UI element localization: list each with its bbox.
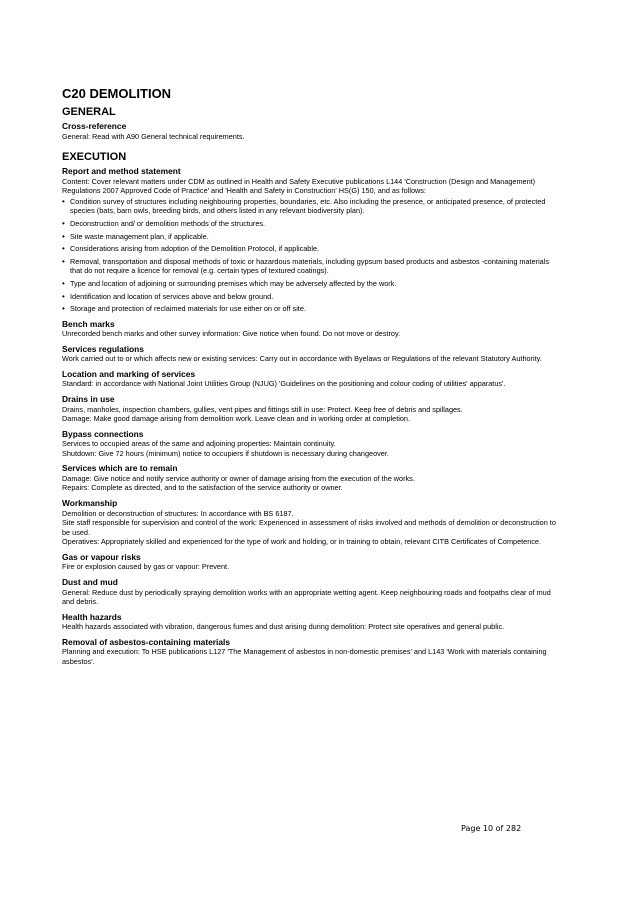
bullet-icon: •	[62, 231, 65, 241]
list-item	[62, 219, 562, 229]
bullet-icon: •	[62, 244, 65, 254]
list-item-text: Removal, transportation and disposal methods of toxic or hazardous materials, including gypsum based products and asbestos -containing materials that do not require a licence for removal (e.g. certain types of textured coatings).	[70, 256, 550, 276]
section-heading: Health hazards	[62, 611, 122, 622]
section-text: Shutdown: Give 72 hours (minimum) notice to occupiers if shutdown is necessary during changeover.	[62, 448, 389, 458]
list-item-text: Site waste management plan, if applicable.	[70, 231, 209, 241]
section-text: Repairs: Complete as directed, and to the satisfaction of the service authority or owner.	[62, 483, 343, 493]
list-item	[62, 244, 562, 254]
section-heading: Services regulations	[62, 343, 144, 354]
page-title: C20 DEMOLITION	[62, 86, 172, 101]
section-heading: Dust and mud	[62, 577, 118, 588]
list-item	[62, 279, 562, 289]
bullet-icon: •	[62, 304, 65, 314]
section-text: Fire or explosion caused by gas or vapour: Prevent.	[62, 562, 230, 572]
section-text: Site staff responsible for supervision and control of the work: Experienced in assessment of risks involved and methods of demolition or deconstruction to be used.	[62, 518, 556, 537]
section-text: Services to occupied areas of the same and adjoining properties: Maintain continuity.	[62, 439, 336, 449]
list-item	[62, 304, 562, 314]
execution-heading: EXECUTION	[62, 151, 127, 164]
bullet-icon: •	[62, 278, 65, 288]
report-intro: Content: Cover relevant matters under CDM as outlined in Health and Safety Executive publications L144 'Construction (Design and Management) Regulations 2007 Approved Code of Practice' and 'Health and Safety in Construction' HS(G) 150, and as follows:	[62, 176, 536, 196]
cross-reference-text: General: Read with A90 General technical requirements.	[62, 131, 245, 141]
section-text: Health hazards associated with vibration, dangerous fumes and dust arising during demolition: Protect site operatives and general public.	[62, 622, 505, 632]
section-heading: Gas or vapour risks	[62, 551, 141, 562]
report-bullet-list	[62, 197, 562, 314]
section-text: Work carried out to or which affects new or existing services: Carry out in accordance with Byelaws or Regulations of the relevant Statutory Authority.	[62, 354, 542, 364]
bullet-icon: •	[62, 196, 65, 206]
section-heading: Bench marks	[62, 318, 115, 329]
report-heading: Report and method statement	[62, 166, 181, 177]
bullet-icon: •	[62, 256, 65, 266]
list-item	[62, 197, 562, 216]
section-text: Operatives: Appropriately skilled and experienced for the type of work and holding, or in training to obtain, relevant CITB Certificates of Competence.	[62, 537, 542, 547]
section-text: Standard: in accordance with National Joint Utilities Group (NJUG) 'Guidelines on the positioning and colour coding of utilities' apparatus'.	[62, 379, 506, 389]
section-heading: Removal of asbestos-containing materials	[62, 636, 231, 647]
list-item-text: Storage and protection of reclaimed materials for use either on or off site.	[70, 304, 306, 314]
list-item-text: Considerations arising from adoption of the Demolition Protocol, if applicable.	[70, 244, 320, 254]
section-heading: Services which are to remain	[62, 463, 178, 474]
section-text: Unrecorded bench marks and other survey information: Give notice when found. Do not move or destroy.	[62, 329, 401, 339]
list-item-text: Condition survey of structures including neighbouring properties, boundaries, etc. Also including the presence, or anticipated presence, of protected species (bats, barn owls, breeding birds, and others listed in any relevant biodiversity plan).	[70, 196, 546, 216]
list-item	[62, 257, 562, 276]
execution-sections	[62, 319, 562, 667]
section-heading: Bypass connections	[62, 428, 144, 439]
section-text: Planning and execution: To HSE publications L127 'The Management of asbestos in non-domestic premises' and L143 'Work with materials containing asbestos'.	[62, 647, 547, 666]
section-text: Drains, manholes, inspection chambers, gullies, vent pipes and fittings still in use: Protect. Keep free of debris and spillages.	[62, 404, 463, 414]
section-heading: Location and marking of services	[62, 368, 196, 379]
section-text: Damage: Give notice and notify service authority or owner of damage arising from the execution of the works.	[62, 473, 415, 483]
general-heading: GENERAL	[62, 106, 116, 118]
section-text: Damage: Make good damage arising from demolition work. Leave clean and in working order at completion.	[62, 414, 411, 424]
list-item-text: Type and location of adjoining or surrounding premises which may be adversely affected by the work.	[70, 278, 397, 288]
bullet-icon: •	[62, 291, 65, 301]
section-text: General: Reduce dust by periodically spraying demolition works with an appropriate wetting agent. Keep neighbouring roads and footpaths clear of mud and debris.	[62, 587, 551, 607]
bullet-icon: •	[62, 218, 65, 228]
list-item-text: Identification and location of services above and below ground.	[70, 291, 274, 301]
cross-reference-heading: Cross-reference	[62, 121, 127, 131]
section-text: Demolition or deconstruction of structures: In accordance with BS 6187.	[62, 508, 294, 518]
list-item	[62, 292, 562, 302]
list-item	[62, 232, 562, 242]
document-page	[62, 86, 562, 667]
page-number: Page 10 of 282	[461, 824, 522, 833]
section-heading: Workmanship	[62, 498, 118, 509]
section-heading: Drains in use	[62, 394, 115, 404]
list-item-text: Deconstruction and/ or demolition methods of the structures.	[70, 218, 266, 228]
